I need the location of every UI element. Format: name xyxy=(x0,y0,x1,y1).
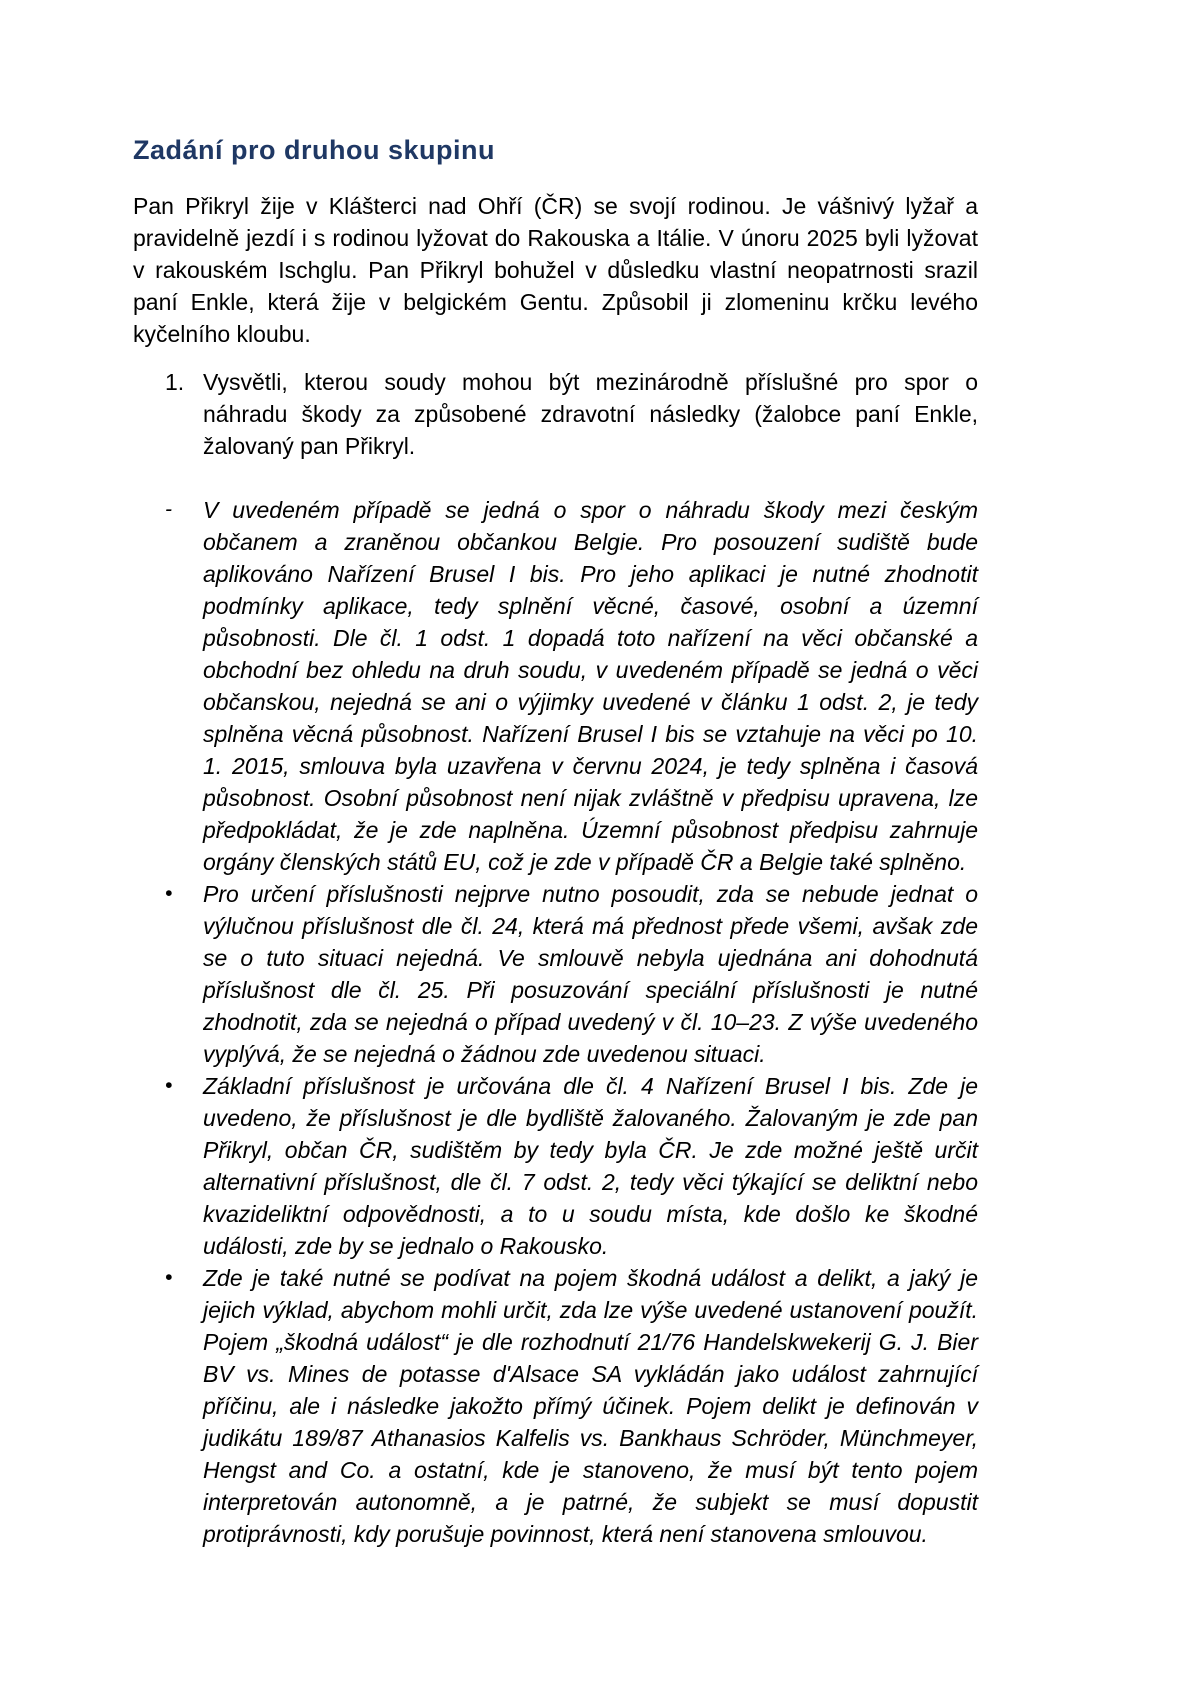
answer-marker-dash: - xyxy=(165,498,172,521)
answer-text: Základní příslušnost je určována dle čl. 4 Nařízení Brusel I bis. Zde je uvedeno, že příslušnost je dle bydliště žalovaného. Žalovaným je zde pan Přikryl, občan ČR, sudištěm by tedy byla ČR. Je zde možné ještě určit alternativní příslušnost, dle čl. 7 odst. 2, tedy věci týkající se deliktní nebo kvazideliktní odpovědnosti, a to u soudu místa, kde došlo ke škodné události, zde by se jednalo o Rakousko. xyxy=(203,1073,978,1259)
answer-marker-bullet: • xyxy=(165,882,173,905)
document-title: Zadání pro druhou skupinu xyxy=(133,135,495,165)
answer-text: V uvedeném případě se jedná o spor o náhradu škody mezi českým občanem a zraněnou občankou Belgie. Pro posouzení sudiště bude aplikováno Nařízení Brusel I bis. Pro jeho aplikaci je nutné zhodnotit podmínky aplikace, tedy splnění věcné, časové, osobní a územní působnosti. Dle čl. 1 odst. 1 dopadá toto nařízení na věci občanské a obchodní bez ohledu na druh soudu, v uvedeném případě se jedná o věci občanskou, nejedná se ani o výjimky uvedené v článku 1 odst. 2, je tedy splněna věcná působnost. Nařízení Brusel I bis se vztahuje na věci po 10. 1. 2015, smlouva byla uzavřena v červnu 2024, je tedy splněna i časová působnost. Osobní působnost není nijak zvláštně v předpisu upravena, lze předpokládat, že je zde naplněna. Územní působnost předpisu zahrnuje orgány členských států EU, což je zde v případě ČR a Belgie také splněno. xyxy=(203,497,978,875)
intro-paragraph: Pan Přikryl žije v Klášterci nad Ohří (ČR) se svojí rodinou. Je vášnivý lyžař a pravidelně jezdí i s rodinou lyžovat do Rakouska a Itálie. V únoru 2025 byli lyžovat v rakouském Ischglu. Pan Přikryl bohužel v důsledku vlastní neopatrnosti srazil paní Enkle, která žije v belgickém Gentu. Způsobil ji zlomeninu krčku levého kyčelního kloubu. xyxy=(133,193,978,347)
answer-item xyxy=(133,1070,978,1262)
answer-text: Pro určení příslušnosti nejprve nutno posoudit, zda se nebude jednat o výlučnou příslušnost dle čl. 24, která má přednost přede všemi, avšak zde se o tuto situaci nejedná. Ve smlouvě nebyla ujednána ani dohodnutá příslušnost dle čl. 25. Při posuzování speciální příslušnosti je nutné zhodnotit, zda se nejedná o případ uvedený v čl. 10–23. Z výše uvedeného vyplývá, že se nejedná o žádnou zde uvedenou situaci. xyxy=(203,881,978,1067)
question-number: 1. xyxy=(165,369,185,395)
answer-text: Zde je také nutné se podívat na pojem škodná událost a delikt, a jaký je jejich výklad, abychom mohli určit, zda lze výše uvedené ustanovení použít. Pojem „škodná událost“ je dle rozhodnutí 21/76 Handelskwekerij G. J. Bier BV vs. Mines de potasse d'Alsace SA vykládán jako událost zahrnující příčinu, ale i následke jakožto přímý účinek. Pojem delikt je definován v judikátu 189/87 Athanasios Kalfelis vs. Bankhaus Schröder, Münchmeyer, Hengst and Co. a ostatní, kde je stanoveno, že musí být tento pojem interpretován autonomně, a je patrné, že subjekt se musí dopustit protiprávnosti, kdy porušuje povinnost, která není stanovena smlouvou. xyxy=(203,1265,978,1547)
answer-item xyxy=(133,1262,978,1550)
answer-marker-bullet: • xyxy=(165,1074,173,1097)
question-text: Vysvětli, kterou soudy mohou být mezinárodně příslušné pro spor o náhradu škody za způsobené zdravotní následky (žalobce paní Enkle, žalovaný pan Přikryl. xyxy=(203,369,978,459)
answer-item xyxy=(133,878,978,1070)
answer-list xyxy=(133,494,978,1550)
question-item xyxy=(133,366,978,462)
answer-marker-bullet: • xyxy=(165,1266,173,1289)
answer-item xyxy=(133,494,978,878)
